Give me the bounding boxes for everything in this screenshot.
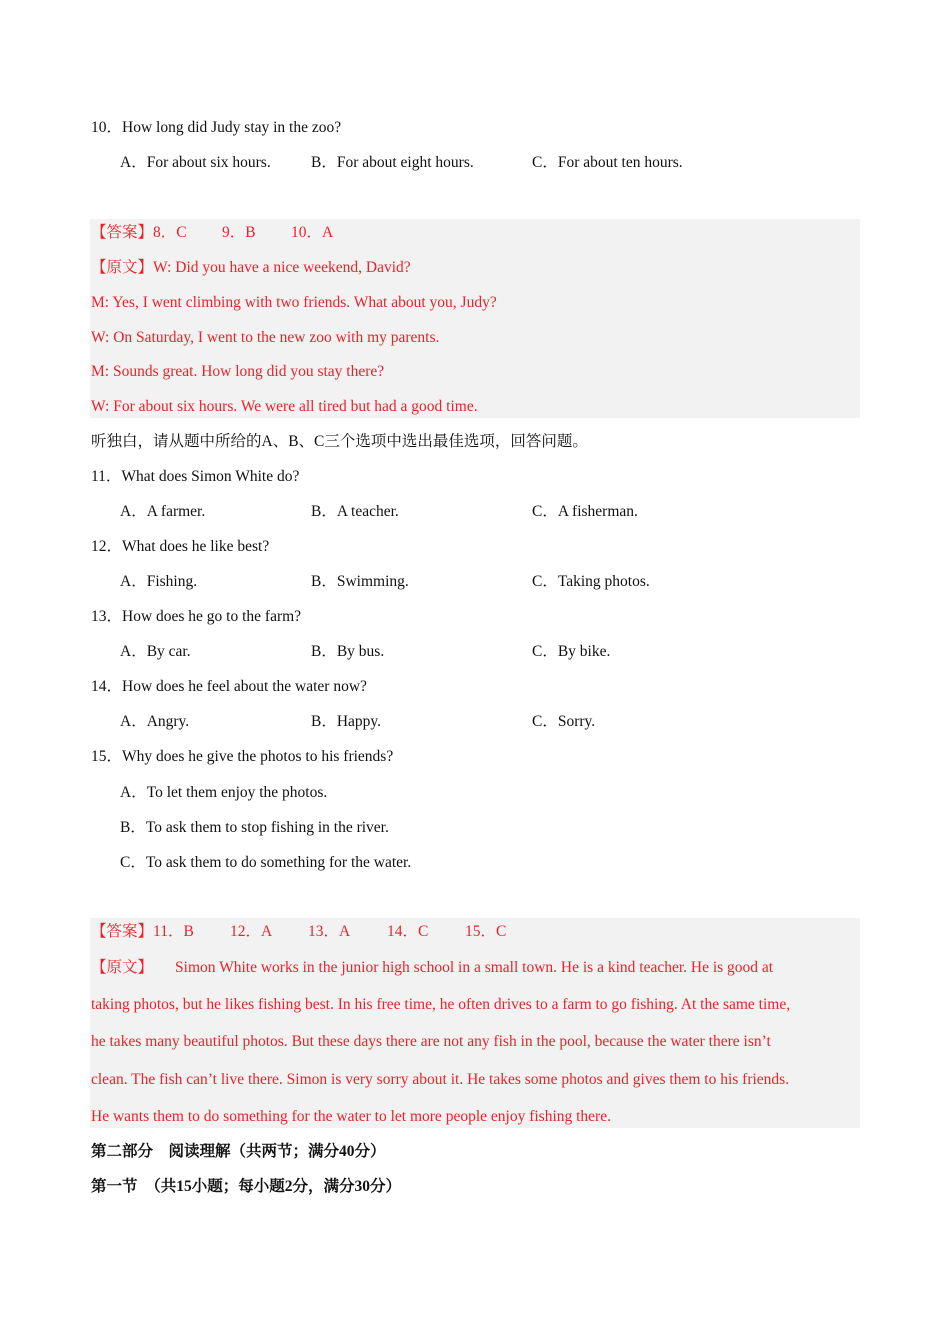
answer-block-1 xyxy=(90,219,860,418)
option-c: C．Sorry. xyxy=(532,713,596,730)
transcript-line: M: Sounds great. How long did you stay there? xyxy=(91,363,385,380)
answer-item: 10．A xyxy=(291,224,334,241)
question-12: 12．What does he like best? xyxy=(91,538,270,555)
instruction: 听独白，请从题中所给的A、B、C三个选项中选出最佳选项，回答问题。 xyxy=(91,433,588,450)
transcript-line: W: On Saturday, I went to the new zoo with my parents. xyxy=(91,329,440,346)
answer-item: 15．C xyxy=(465,923,507,940)
transcript-text: W: Did you have a nice weekend, David? xyxy=(153,259,411,276)
transcript-label: 【原文】 xyxy=(91,259,154,276)
option-c: C．A fisherman. xyxy=(532,503,638,520)
answer-line-2 xyxy=(91,922,506,942)
option-c: C．Taking photos. xyxy=(532,573,650,590)
option-a: A．To let them enjoy the photos. xyxy=(120,784,328,801)
answer-label: 【答案】 xyxy=(91,923,154,940)
answer-item: 9．B xyxy=(222,224,256,241)
question-11: 11．What does Simon White do? xyxy=(91,468,300,485)
option-a: A．Fishing. xyxy=(120,573,198,590)
question-14: 14．How does he feel about the water now? xyxy=(91,678,367,695)
transcript-label: 【原文】 xyxy=(91,959,154,976)
transcript-line xyxy=(91,958,773,978)
answer-item: 13．A xyxy=(308,923,351,940)
option-b: B．A teacher. xyxy=(311,503,399,520)
transcript-line xyxy=(91,258,411,278)
answer-item: 8．C xyxy=(153,224,187,241)
option-a: A．A farmer. xyxy=(120,503,206,520)
answer-item: 11．B xyxy=(153,923,194,940)
section-title: 第二部分 阅读理解（共两节；满分40分） xyxy=(91,1143,386,1160)
option-a: A．By car. xyxy=(120,643,191,660)
question-10: 10．How long did Judy stay in the zoo? xyxy=(91,119,342,136)
option-b: B．For about eight hours. xyxy=(311,154,474,171)
option-c: C．To ask them to do something for the water. xyxy=(120,854,412,871)
answer-item: 14．C xyxy=(387,923,429,940)
option-c: C．For about ten hours. xyxy=(532,154,683,171)
question-13: 13．How does he go to the farm? xyxy=(91,608,302,625)
answer-line-1 xyxy=(91,223,333,243)
transcript-line: He wants them to do something for the water to let more people enjoy fishing there. xyxy=(91,1108,611,1125)
transcript-line: he takes many beautiful photos. But these days there are not any fish in the pool, because the water there isn’t xyxy=(91,1033,771,1050)
transcript-text: Simon White works in the junior high school in a small town. He is a kind teacher. He is good at xyxy=(175,959,774,976)
option-b: B．Swimming. xyxy=(311,573,409,590)
option-c: C．By bike. xyxy=(532,643,611,660)
option-b: B．Happy. xyxy=(311,713,382,730)
transcript-line: W: For about six hours. We were all tired but had a good time. xyxy=(91,398,478,415)
section-subtitle: 第一节 （共15小题；每小题2分，满分30分） xyxy=(91,1178,402,1195)
option-b: B．By bus. xyxy=(311,643,385,660)
option-a: A．For about six hours. xyxy=(120,154,271,171)
answer-label: 【答案】 xyxy=(91,224,154,241)
option-a: A．Angry. xyxy=(120,713,190,730)
option-b: B．To ask them to stop fishing in the river. xyxy=(120,819,389,836)
transcript-line: taking photos, but he likes fishing best. In his free time, he often drives to a farm to go fishing. At the same time, xyxy=(91,996,791,1013)
answer-item: 12．A xyxy=(230,923,273,940)
transcript-line: clean. The fish can’t live there. Simon is very sorry about it. He takes some photos and gives them to his friends. xyxy=(91,1071,790,1088)
question-15: 15．Why does he give the photos to his friends? xyxy=(91,748,394,765)
answer-block-2 xyxy=(90,918,860,1128)
transcript-line: M: Yes, I went climbing with two friends. What about you, Judy? xyxy=(91,294,497,311)
